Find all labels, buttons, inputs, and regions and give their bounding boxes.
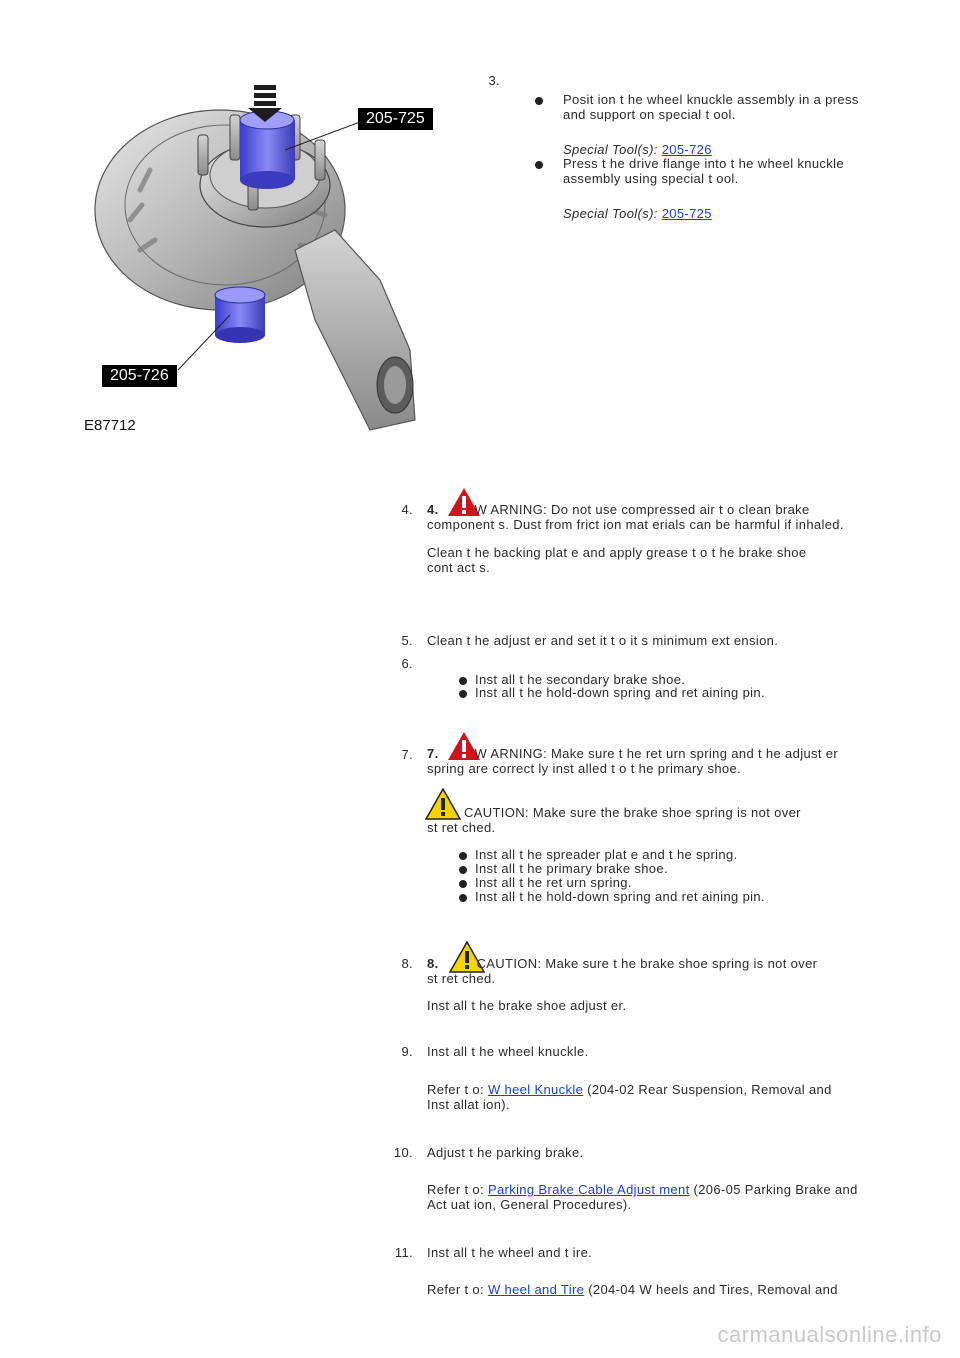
watermark: carmanualsonline.info: [717, 1322, 942, 1347]
tool-link-205-725[interactable]: 205-725: [661, 206, 712, 221]
step8-body: Inst all t he brake shoe adjust er.: [427, 998, 627, 1013]
step5-text: Clean t he adjust er and set it t o it s minimum ext ension.: [427, 633, 779, 648]
bullet-icon: [459, 677, 467, 685]
special-tool-label: Special Tool(s):: [563, 206, 658, 221]
step3-bullet1: Posit ion t he wheel knuckle assembly in a press and support on special t ool.: [563, 92, 859, 122]
step-number: 9.: [401, 1044, 413, 1059]
bullet-icon: [535, 161, 543, 169]
step-number: 5.: [401, 633, 413, 648]
parking-brake-cable-adjustment-link[interactable]: Parking Brake Cable Adjust ment: [487, 1182, 690, 1197]
step-number: 3.: [488, 73, 500, 88]
bullet-icon: [459, 852, 467, 860]
illustration-figure: [80, 80, 440, 440]
step4-warning: 4. W ARNING: Do not use compressed air t o clean brake component s. Dust from frict ion mat erials can be harmful if inhaled.: [427, 502, 844, 532]
step9-reference: Refer t o: W heel Knuckle (204-02 Rear Suspension, Removal and Inst allat ion).: [427, 1082, 832, 1112]
bullet-icon: [459, 880, 467, 888]
step4-body: Clean t he backing plat e and apply grease t o t he brake shoe cont act s.: [427, 545, 807, 575]
step-number: 4.: [401, 502, 413, 517]
step3-bullet2: Press t he drive flange into t he wheel knuckle assembly using special t ool.: [563, 156, 844, 186]
step11-text: Inst all t he wheel and t ire.: [427, 1245, 593, 1260]
step9-text: Inst all t he wheel knuckle.: [427, 1044, 589, 1059]
step-number: 10.: [393, 1145, 413, 1160]
step-number: 7.: [401, 747, 413, 762]
step10-reference: Refer t o: Parking Brake Cable Adjust ment (206-05 Parking Brake and Act uat ion, General Procedures).: [427, 1182, 858, 1212]
bullet-icon: [535, 97, 543, 105]
step-number: 8.: [401, 956, 413, 971]
callout-205-725: 205-725: [358, 108, 433, 130]
callout-205-726: 205-726: [102, 365, 177, 387]
step10-text: Adjust t he parking brake.: [427, 1145, 584, 1160]
bullet-icon: [459, 690, 467, 698]
step-number: 6.: [401, 656, 413, 671]
bullet-icon: [459, 866, 467, 874]
step7-caution: CAUTION: Make sure the brake shoe spring is not over st ret ched.: [427, 805, 801, 835]
step6-bullet2: Inst all t he hold-down spring and ret aining pin.: [475, 685, 765, 700]
step8-caution: 8. CAUTION: Make sure t he brake shoe spring is not over st ret ched.: [427, 956, 818, 986]
step7-bullet: Inst all t he ret urn spring.: [475, 875, 632, 890]
step3-special-tool-2: [563, 206, 712, 221]
step7-warning: 7. W ARNING: Make sure t he ret urn spring and t he adjust er spring are correct ly inst alled t o t he primary shoe.: [427, 746, 839, 776]
step7-bullet: Inst all t he primary brake shoe.: [475, 861, 668, 876]
step7-bullet: Inst all t he hold-down spring and ret aining pin.: [475, 889, 765, 904]
step6-bullet1: Inst all t he secondary brake shoe.: [475, 672, 686, 687]
bullet-icon: [459, 894, 467, 902]
figure-id: E87712: [84, 417, 136, 434]
special-tool-label: Special Tool(s):: [563, 142, 658, 157]
step11-reference: Refer t o: W heel and Tire (204-04 W heels and Tires, Removal and: [427, 1282, 838, 1297]
step3-special-tool-1: [563, 142, 712, 157]
step7-bullet: Inst all t he spreader plat e and t he spring.: [475, 847, 738, 862]
tool-link-205-726[interactable]: 205-726: [661, 142, 712, 157]
wheel-and-tire-link[interactable]: W heel and Tire: [487, 1282, 585, 1297]
wheel-knuckle-link[interactable]: W heel Knuckle: [487, 1082, 584, 1097]
step-number: 11.: [394, 1245, 413, 1260]
